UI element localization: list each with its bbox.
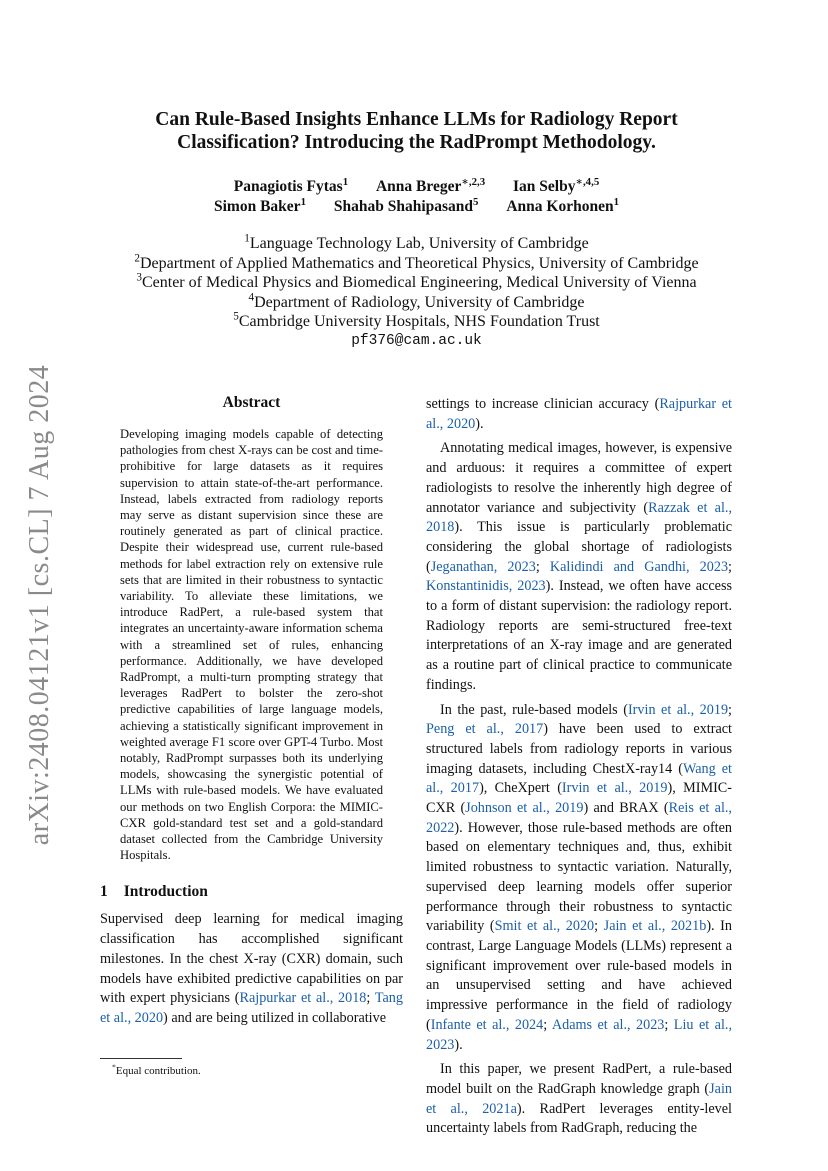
text-run: ). RadPert leverages entity-level uncertainty labels from RadGraph, reducing the [426, 1100, 732, 1137]
text-run: ; [594, 918, 604, 935]
text-run: ; [728, 558, 732, 575]
title-line-2: Classification? Introducing the RadPrompt Methodology. [177, 132, 656, 153]
affiliation: $^2$Department of Applied Mathematics and Theoretical Physics, University of Cambridge [134, 252, 699, 272]
author: Shahab Shahipasand$^5$ [333, 195, 479, 215]
author: Simon Baker$^1$ [214, 195, 306, 215]
text-run: ). However, those rule-based methods are often based on elementary techniques and, thus, exhibit limited robustness to syntactic variation. Naturally, supervised deep learning models offer superior performance through their robustness to syntactic variability ( [426, 819, 732, 935]
citation-link[interactable]: Irvin et al., 2019 [627, 701, 729, 718]
contact-email[interactable]: pf376@cam.ac.uk [351, 332, 482, 349]
text-run: ), MIMIC-CXR ( [426, 780, 732, 817]
author-block [100, 177, 733, 217]
text-run: ; [728, 701, 732, 718]
affiliation: $^4$Department of Radiology, University of Cambridge [248, 291, 585, 311]
citation-link[interactable]: Johnson et al., 2019 [465, 800, 584, 817]
text-run: ; [366, 990, 375, 1007]
text-run: ). This issue is particularly problematic considering the global shortage of radiologists ( [426, 519, 732, 575]
author: Ian Selby$^{∗,4,5}$ [513, 175, 600, 195]
citation-link[interactable]: Razzak et al., 2018 [426, 499, 732, 536]
abstract-heading: Abstract [222, 394, 281, 411]
intro-paragraph-continued [426, 395, 732, 434]
citation-link[interactable]: Adams et al., 2023 [551, 1016, 665, 1033]
text-run: In this paper, we present RadPert, a rule-based model built on the RadGraph knowledge graph ( [426, 1061, 732, 1097]
citation-link[interactable]: Tang et al., 2020 [100, 990, 403, 1026]
affiliation: $^3$Center of Medical Physics and Biomedical Engineering, Medical University of Vienna [136, 271, 697, 292]
text-run: ; [664, 1016, 674, 1033]
citation-link[interactable]: Rajpurkar et al., 2020 [426, 396, 732, 432]
citation-link[interactable]: Jain et al., 2021b [603, 918, 707, 935]
right-column [426, 395, 732, 1139]
affiliation: $^1$Language Technology Lab, University of Cambridge [244, 232, 589, 252]
citation-link[interactable]: Rajpurkar et al., 2018 [239, 990, 367, 1007]
citation-link[interactable]: Jeganathan, 2023 [430, 558, 536, 575]
text-run: ). In contrast, Large Language Models (LLMs) represent a significant improvement over rule-based models in an unsupervised setting and have achieved impressive performance in the field of radiology ( [426, 918, 732, 1033]
abstract-text: Developing imaging models capable of detecting pathologies from chest X-rays can be cost and time-prohibitive for large datasets as it requires supervision to attain state-of-the-art performance. Instead, labels extracted from radiology reports may serve as distant supervision since these are routinely generated as part of clinical practice. Despite their widespread use, current rule-based methods for label extraction rely on extensive rule sets that are limited in their robustness to syntactic variability. To alleviate these limitations, we introduce RadPert, a rule-based system that integrates an uncertainty-aware information schema with a streamlined set of rules, enhancing performance. Additionally, we have developed RadPrompt, a multi-turn prompting strategy that leverages RadPert to bolster the zero-shot predictive capabilities of large language models, achieving a statistically significant improvement in weighted average F1 score over GPT-4 Turbo. Most notably, RadPrompt surpasses both its underlying models, showcasing the synergistic potential of LLMs with rule-based models. We have evaluated our methods on two English Corpora: the MIMIC-CXR gold-standard test set and a gold-standard dataset collected from the Cambridge University Hospitals. [120, 427, 383, 863]
citation-link[interactable]: Smit et al., 2020 [494, 918, 595, 935]
text-run: ) and BRAX ( [583, 800, 669, 817]
arxiv-identifier-text: arXiv:2408.04121v1 [cs.CL] 7 Aug 2024 [24, 364, 55, 846]
footnote-mark: * [112, 1062, 116, 1072]
text-run: ). [475, 415, 484, 432]
footnote-text: Equal contribution. [115, 1065, 201, 1077]
author: Anna Breger$^{∗,2,3}$ [375, 175, 486, 195]
text-run: In the past, rule-based models ( [440, 701, 628, 718]
intro-paragraph-4 [426, 1060, 732, 1139]
footnote [112, 1064, 201, 1078]
text-run: settings to increase clinician accuracy ( [426, 396, 660, 412]
text-run: Supervised deep learning for medical imaging classification has accomplished significant milestones. In the chest X-ray (CXR) domain, such models have exhibited predictive capabilities on par with expert physicians ( [100, 911, 403, 1007]
author: Panagiotis Fytas$^1$ [233, 175, 349, 195]
section-heading-introduction: 1 Introduction [100, 883, 208, 901]
text-run: ) and are being utilized in collaborative [163, 1010, 387, 1026]
citation-link[interactable]: Peng et al., 2017 [426, 721, 544, 738]
text-run: ; [543, 1016, 552, 1033]
title-line-1: Can Rule-Based Insights Enhance LLMs for Radiology Report [155, 109, 678, 130]
affiliation: $^5$Cambridge University Hospitals, NHS Foundation Trust [233, 311, 600, 331]
citation-link[interactable]: Kalidindi and Gandhi, 2023 [549, 558, 729, 575]
footnote-rule [100, 1058, 182, 1059]
citation-link[interactable]: Wang et al., 2017 [426, 760, 732, 797]
paper-title [100, 108, 733, 154]
citation-link[interactable]: Irvin et al., 2019 [561, 780, 668, 797]
author-row-2 [100, 197, 733, 217]
text-run: ; [535, 558, 550, 575]
intro-paragraph-1 [100, 910, 403, 1028]
intro-paragraph-2 [426, 439, 732, 695]
text-run: ) have been used to extract structured labels from radiology reports in various imaging datasets, including ChestX-ray14 ( [426, 721, 732, 777]
left-column [100, 394, 403, 1029]
citation-link[interactable]: Infante et al., 2024 [430, 1016, 544, 1033]
citation-link[interactable]: Reis et al., 2022 [426, 800, 732, 836]
author: Anna Korhonen$^1$ [506, 195, 619, 215]
text-run: Annotating medical images, however, is expensive and arduous: it requires a committee of expert radiologists to resolve the inherently high degree of annotator variance and subjectivity ( [426, 440, 732, 516]
affiliation-block [80, 234, 753, 352]
text-run: ). Instead, we often have access to a form of distant supervision: the radiology report. Radiology reports are semi-structured free-text interpretations of an X-ray image and are generated as a routine part of clinical practice to communicate findings. [426, 578, 732, 693]
arxiv-identifier [20, 364, 60, 846]
citation-link[interactable]: Konstantinidis, 2023 [426, 578, 546, 595]
citation-link[interactable]: Liu et al., 2023 [426, 1016, 732, 1053]
intro-paragraph-3 [426, 701, 732, 1056]
citation-link[interactable]: Jain et al., 2021a [426, 1080, 732, 1117]
text-run: ), CheXpert ( [479, 780, 562, 797]
author-row-1 [100, 177, 733, 197]
text-run: ). [454, 1036, 463, 1053]
